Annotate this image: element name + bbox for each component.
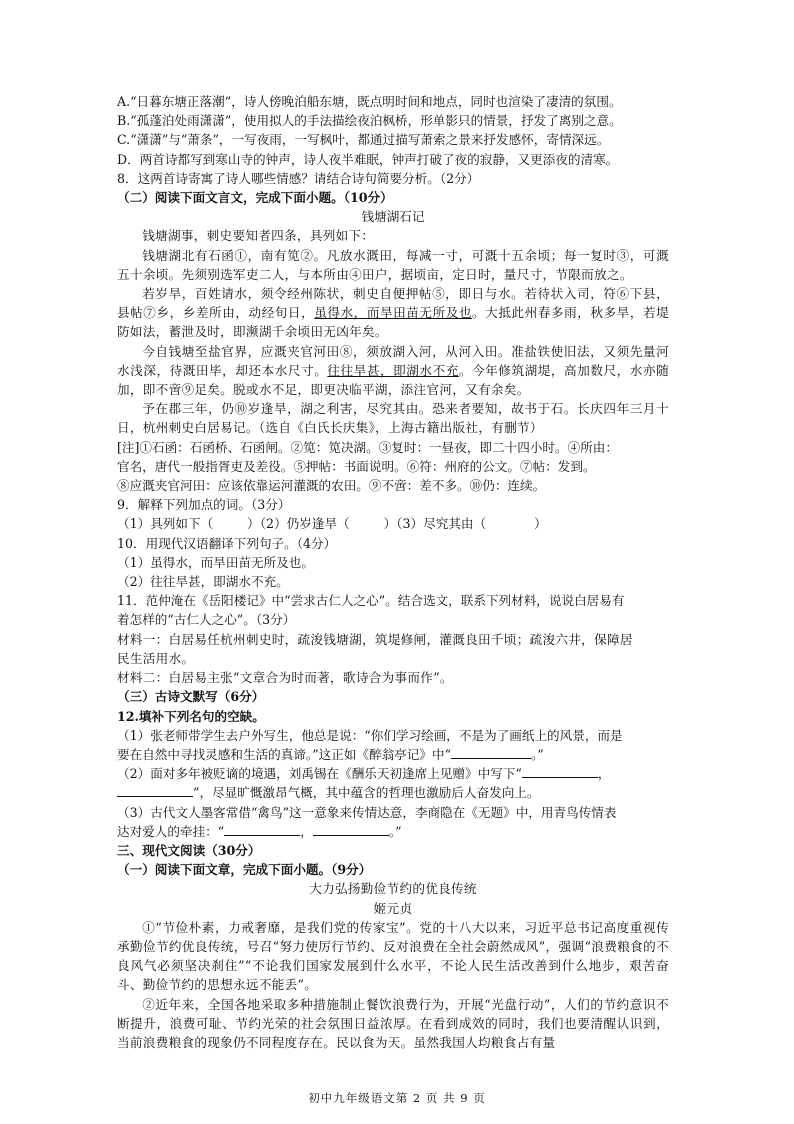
q12-line-6: 达对爱人的牵挂：“ ， 。” [117, 823, 402, 839]
q7-option-b: B.“孤蓬泊处雨潇潇”，使用拟人的手法描绘夜泊枫桥，形单影只的情景，抒发了离别之意。 [117, 113, 622, 129]
q11-stem-line-1: 11．范仲淹在《岳阳楼记》中“尝求古仁人之心”。结合选文，联系下列材料，说说白居易有 [117, 593, 625, 609]
q12-line-5: （3）古代文人墨客常借“禽鸟”这一意象来传情达意，李商隐在《无题》中，用青鸟传情表 [117, 804, 617, 820]
article-title: 大力弘扬勤俭节约的优良传统 [309, 881, 477, 897]
classical-para-5: 今自钱塘至盐官界，应溉夹官河田⑧，须放湖入河，从河入田。准盐铁使旧法，又须先量河水浅深，待溉田毕，却还本水尺寸。往往旱甚，即湖水不充。今年修筑湖堤，高加数尺，水亦随加，即不啻⑨足矣。脱或水不足，即更决临平湖，添注官河，又有余矣。 [117, 343, 669, 398]
q10-sentence-1: （1）虽得水，而旱田苗无所及也。 [117, 554, 314, 570]
q12-blank-2[interactable] [522, 765, 598, 778]
part-3-heading: 三、现代文阅读（30分） [117, 842, 261, 858]
q11-material-1-line-2: 民生活用水。 [117, 650, 195, 666]
exam-page [117, 92, 669, 1052]
q12-line-3: （2）面对多年被贬谪的境遇，刘禹锡在《酬乐天初逢席上见赠》中写下“ ， [117, 766, 611, 782]
q11-material-1-line-1: 材料一：白居易任杭州刺史时，疏浚钱塘湖，筑堤修闸，灌溉良田千顷；疏浚六井，保障居 [117, 631, 633, 647]
classical-para-6: 予在郡三年，仍⑩岁逢旱，湖之利害，尽究其由。恐来者要知，故书于石。长庆四年三月十日，杭州刺史白居易记。（选自《白氏长庆集》，上海古籍出版社，有删节） [117, 401, 669, 436]
q9-items: （1）具列如下（ ）（2）仍岁逢旱（ ）（3）尽究其由（ ） [117, 516, 547, 532]
section-3-heading: （三）古诗文默写（6分） [117, 689, 265, 705]
article-author: 姬元贞 [373, 900, 413, 916]
q12-line-4: ”，尽显旷慨激昂气概，其中蕴含的哲理也激励后人奋发向上。 [117, 783, 669, 802]
note-line-2: 官名，唐代一般指胥吏及差役。⑤押帖：书面说明。⑥符：州府的公文。⑦帖：发到。 [117, 458, 596, 474]
q10-sentence-2: （2）往往旱甚，即湖水不充。 [117, 574, 289, 590]
q7-option-a: A.“日暮东塘正落潮”，诗人傍晚泊船东塘，既点明时间和地点，同时也渲染了凄清的氛围。 [117, 94, 622, 109]
q7-option-d: D．两首诗都写到寒山寺的钟声，诗人夜半难眠，钟声打破了夜的寂静，又更添夜的清寒。 [117, 151, 619, 167]
q11-stem-line-2: 着怎样的“古仁人之心”。（3分） [117, 612, 296, 628]
q11-material-2: 材料二：白居易主张“文章合为时而著，歌诗合为事而作”。 [117, 670, 453, 686]
q10-stem: 10．用现代汉语翻译下列句子。（4分） [117, 535, 337, 551]
article-para-1: ①“节俭朴素，力戒奢靡，是我们党的传家宝”。党的十八大以来，习近平总书记高度重视传承勤俭节约优良传统，号召“努力使厉行节约、反对浪费在全社会蔚然成风”，强调“浪费粮食的不良风气必须坚决刹住”“不论我们国家发展到什么水平，不论人民生活改善到什么地步，艰苦奋斗、勤俭节约的思想永远不能丢”。 [117, 919, 669, 993]
q12-line-1: （1）张老师带学生去户外写生，他总是说：“你们学习绘画，不是为了画纸上的风景，而是 [117, 727, 623, 743]
q12-blank-4[interactable] [224, 823, 300, 836]
section-2-heading: （二）阅读下面文言文，完成下面小题。（10分） [117, 190, 393, 206]
underlined-sentence-1: 虽得水，而旱田苗无所及也 [314, 305, 473, 321]
q12-blank-3[interactable] [117, 784, 193, 797]
classical-title: 钱塘湖石记 [361, 209, 425, 225]
classical-para-2: 钱塘湖北有石函①，南有笕②。凡放水溉田，每减一寸，可溉十五余顷；每一复时③，可溉五十余顷。先须别选军吏二人，与本所由④田户，据顷亩，定日时，量尺寸，节限而放之。 [117, 247, 669, 282]
article-para-2: ②近年来，全国各地采取多种措施制止餐饮浪费行为，开展“光盘行动”，人们的节约意识不断提升，浪费可耻、节约光荣的社会氛围日益浓厚。在看到成效的同时，我们也要清醒认识到，当前浪费粮食的现象仍不同程度存在。民以食为天。虽然我国人均粮食占有量 [117, 996, 669, 1050]
note-line-3: ⑧应溉夹官河田：应该依靠运河灌溉的农田。⑨不啻：差不多。⑩仍：连续。 [117, 478, 546, 494]
classical-para-1: 钱塘湖事，刺史要知者四条，具列如下： [142, 228, 375, 244]
q12-stem: 12.填补下列名句的空缺。 [117, 708, 265, 724]
q12-blank-5[interactable] [313, 823, 389, 836]
classical-para-3: 若岁旱，百姓请水，须令经州陈状，刺史自便押帖⑤，即日与水。若待状入司，符⑥下县，县帖⑦乡，乡差所由，动经旬日，虽得水，而旱田苗无所及也。大抵此州春多雨，秋多旱，若堤防如法，蓄泄及时，即濒湖千余顷田无凶年矣。 [117, 286, 670, 340]
q12-blank-1[interactable] [451, 746, 531, 759]
page-footer: 初中九年级语文第 2 页 共 9 页 [308, 1091, 486, 1105]
subsection-1-heading: （一）阅读下面文章，完成下面小题。（9分） [117, 862, 372, 878]
underlined-sentence-2: 往往旱甚，即湖水不充 [327, 362, 459, 378]
q12-line-2: 要在自然中寻找灵感和生活的真谛。”这正如《醉翁亭记》中“ 。” [117, 746, 544, 762]
q8-question: 8．这两首诗寄寓了诗人哪些情感？请结合诗句简要分析。（2分） [117, 170, 480, 186]
q7-option-c: C.“潇潇”与“萧条”，一写夜雨，一写枫叶，都通过描写萧索之景来抒发感怀，寄情深远。 [117, 132, 610, 148]
note-line-1: [注]①石函：石函桥、石函闸。②笕：笕决湖。③复时：一昼夜，即二十四小时。④所由： [117, 439, 618, 455]
q9-stem: 9．解释下列加点的词。（3分） [117, 497, 291, 513]
